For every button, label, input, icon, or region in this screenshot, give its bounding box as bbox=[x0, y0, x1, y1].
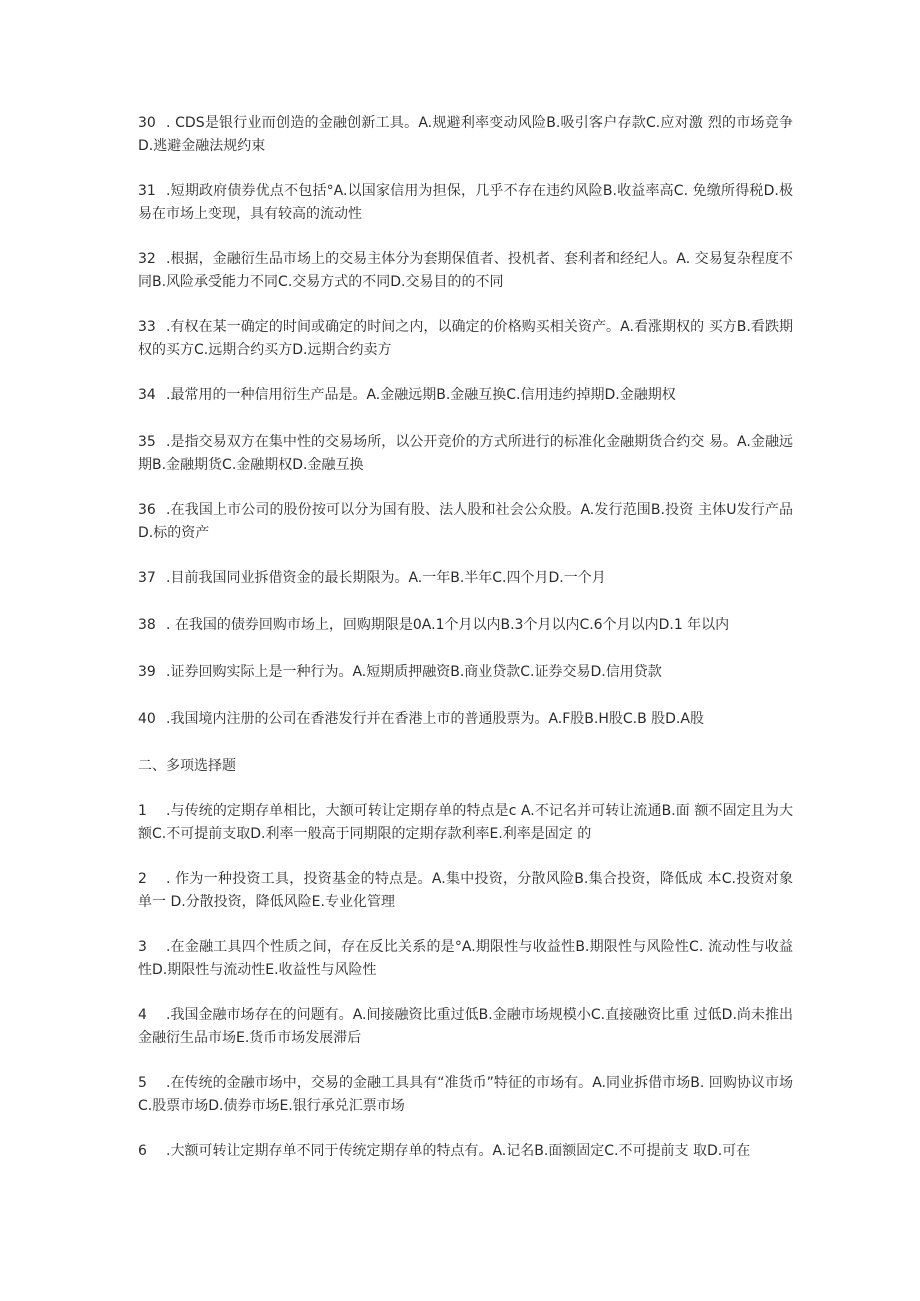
question-number: 3 bbox=[138, 939, 147, 955]
question-31 bbox=[138, 180, 793, 226]
question-number: 36 bbox=[138, 502, 156, 518]
question-text: .是指交易双方在集中性的交易场所，以公开竞价的方式所进行的标准化金融期货合约交 易。A.金融远期B.金融期货C.金融期权D.金融互换 bbox=[138, 434, 793, 473]
question-39 bbox=[138, 661, 793, 684]
question-33 bbox=[138, 316, 793, 362]
question-text: .在传统的金融市场中，交易的金融工具具有“准货币”特征的市场有。A.同业拆借市场B. 回购协议市场C.股票市场D.债券市场E.银行承兑汇票市场 bbox=[138, 1075, 793, 1114]
question-number: 30 bbox=[138, 115, 156, 131]
multi-question-6 bbox=[138, 1140, 793, 1163]
question-number: 34 bbox=[138, 387, 156, 403]
question-number: 31 bbox=[138, 183, 156, 199]
question-text: .我国金融市场存在的问题有。A.间接融资比重过低B.金融市场规模小C.直接融资比重 过低D.尚未推出金融衍生品市场E.货币市场发展滞后 bbox=[138, 1007, 793, 1046]
question-text: .大额可转让定期存单不同于传统定期存单的特点有。A.记名B.面额固定C.不可提前支 取D.可在 bbox=[166, 1143, 751, 1159]
question-number: 6 bbox=[138, 1143, 147, 1159]
question-35 bbox=[138, 431, 793, 477]
question-number: 2 bbox=[138, 871, 147, 887]
question-text: .我国境内注册的公司在香港发行并在香港上市的普通股票为。A.F股B.H股C.B 股D.A股 bbox=[166, 711, 704, 727]
question-36 bbox=[138, 499, 793, 545]
question-text: .根据，金融衍生品市场上的交易主体分为套期保值者、投机者、套利者和经纪人。A. 交易复杂程度不同B.风险承受能力不同C.交易方式的不同D.交易目的的不同 bbox=[138, 251, 793, 290]
single-choice-list bbox=[138, 112, 793, 731]
multi-question-3 bbox=[138, 936, 793, 982]
question-34 bbox=[138, 384, 793, 407]
question-text: .证券回购实际上是一种行为。A.短期质押融资B.商业贷款C.证券交易D.信用贷款 bbox=[166, 664, 662, 680]
question-text: .最常用的一种信用衍生产品是。A.金融远期B.金融互换C.信用违约掉期D.金融期权 bbox=[166, 387, 676, 403]
multi-question-2 bbox=[138, 868, 793, 914]
question-text: .目前我国同业拆借资金的最长期限为。A.一年B.半年C.四个月D.一个月 bbox=[166, 570, 606, 586]
question-number: 5 bbox=[138, 1075, 147, 1091]
question-number: 38 bbox=[138, 617, 156, 633]
question-32 bbox=[138, 248, 793, 294]
document-page bbox=[138, 112, 793, 1185]
section-heading: 二、多项选择题 bbox=[138, 758, 236, 774]
question-text: . 作为一种投资工具，投资基金的特点是。A.集中投资，分散风险B.集合投资，降低成 本C.投资对象单一 D.分散投资，降低风险E.专业化管理 bbox=[138, 871, 793, 910]
question-number: 4 bbox=[138, 1007, 147, 1023]
question-40 bbox=[138, 708, 793, 731]
question-number: 33 bbox=[138, 319, 156, 335]
question-text: .有权在某一确定的时间或确定的时间之内，以确定的价格购买相关资产。A.看涨期权的 买方B.看跌期权的买方C.远期合约买方D.远期合约卖方 bbox=[138, 319, 793, 358]
multi-choice-list bbox=[138, 800, 793, 1163]
question-text: . CDS是银行业而创造的金融创新工具。A.规避利率变动风险B.吸引客户存款C.应对激 烈的市场竞争D.逃避金融法规约束 bbox=[138, 115, 793, 154]
question-text: . 在我国的债券回购市场上，回购期限是0A.1个月以内B.3个月以内C.6个月以内D.1 年以内 bbox=[166, 617, 730, 633]
question-number: 40 bbox=[138, 711, 156, 727]
question-text: .在我国上市公司的股份按可以分为国有股、法人股和社会公众股。A.发行范围B.投资 主体U发行产品D.标的资产 bbox=[138, 502, 793, 541]
question-text: .与传统的定期存单相比，大额可转让定期存单的特点是c A.不记名并可转让流通B.面 额不固定且为大额C.不可提前支取D.利率一般高于同期限的定期存款利率E.利率是固定 的 bbox=[138, 803, 793, 842]
question-37 bbox=[138, 567, 793, 590]
multi-question-1 bbox=[138, 800, 793, 846]
question-38 bbox=[138, 614, 793, 637]
question-number: 32 bbox=[138, 251, 156, 267]
multi-question-5 bbox=[138, 1072, 793, 1118]
question-number: 1 bbox=[138, 803, 147, 819]
question-text: .在金融工具四个性质之间，存在反比关系的是°A.期限性与收益性B.期限性与风险性C. 流动性与收益性D.期限性与流动性E.收益性与风险性 bbox=[138, 939, 793, 978]
question-30 bbox=[138, 112, 793, 158]
question-number: 35 bbox=[138, 434, 156, 450]
question-number: 39 bbox=[138, 664, 156, 680]
question-number: 37 bbox=[138, 570, 156, 586]
multi-question-4 bbox=[138, 1004, 793, 1050]
question-text: .短期政府债券优点不包括°A.以国家信用为担保，几乎不存在违约风险B.收益率高C. 免缴所得税D.极易在市场上变现，具有较高的流动性 bbox=[138, 183, 793, 222]
